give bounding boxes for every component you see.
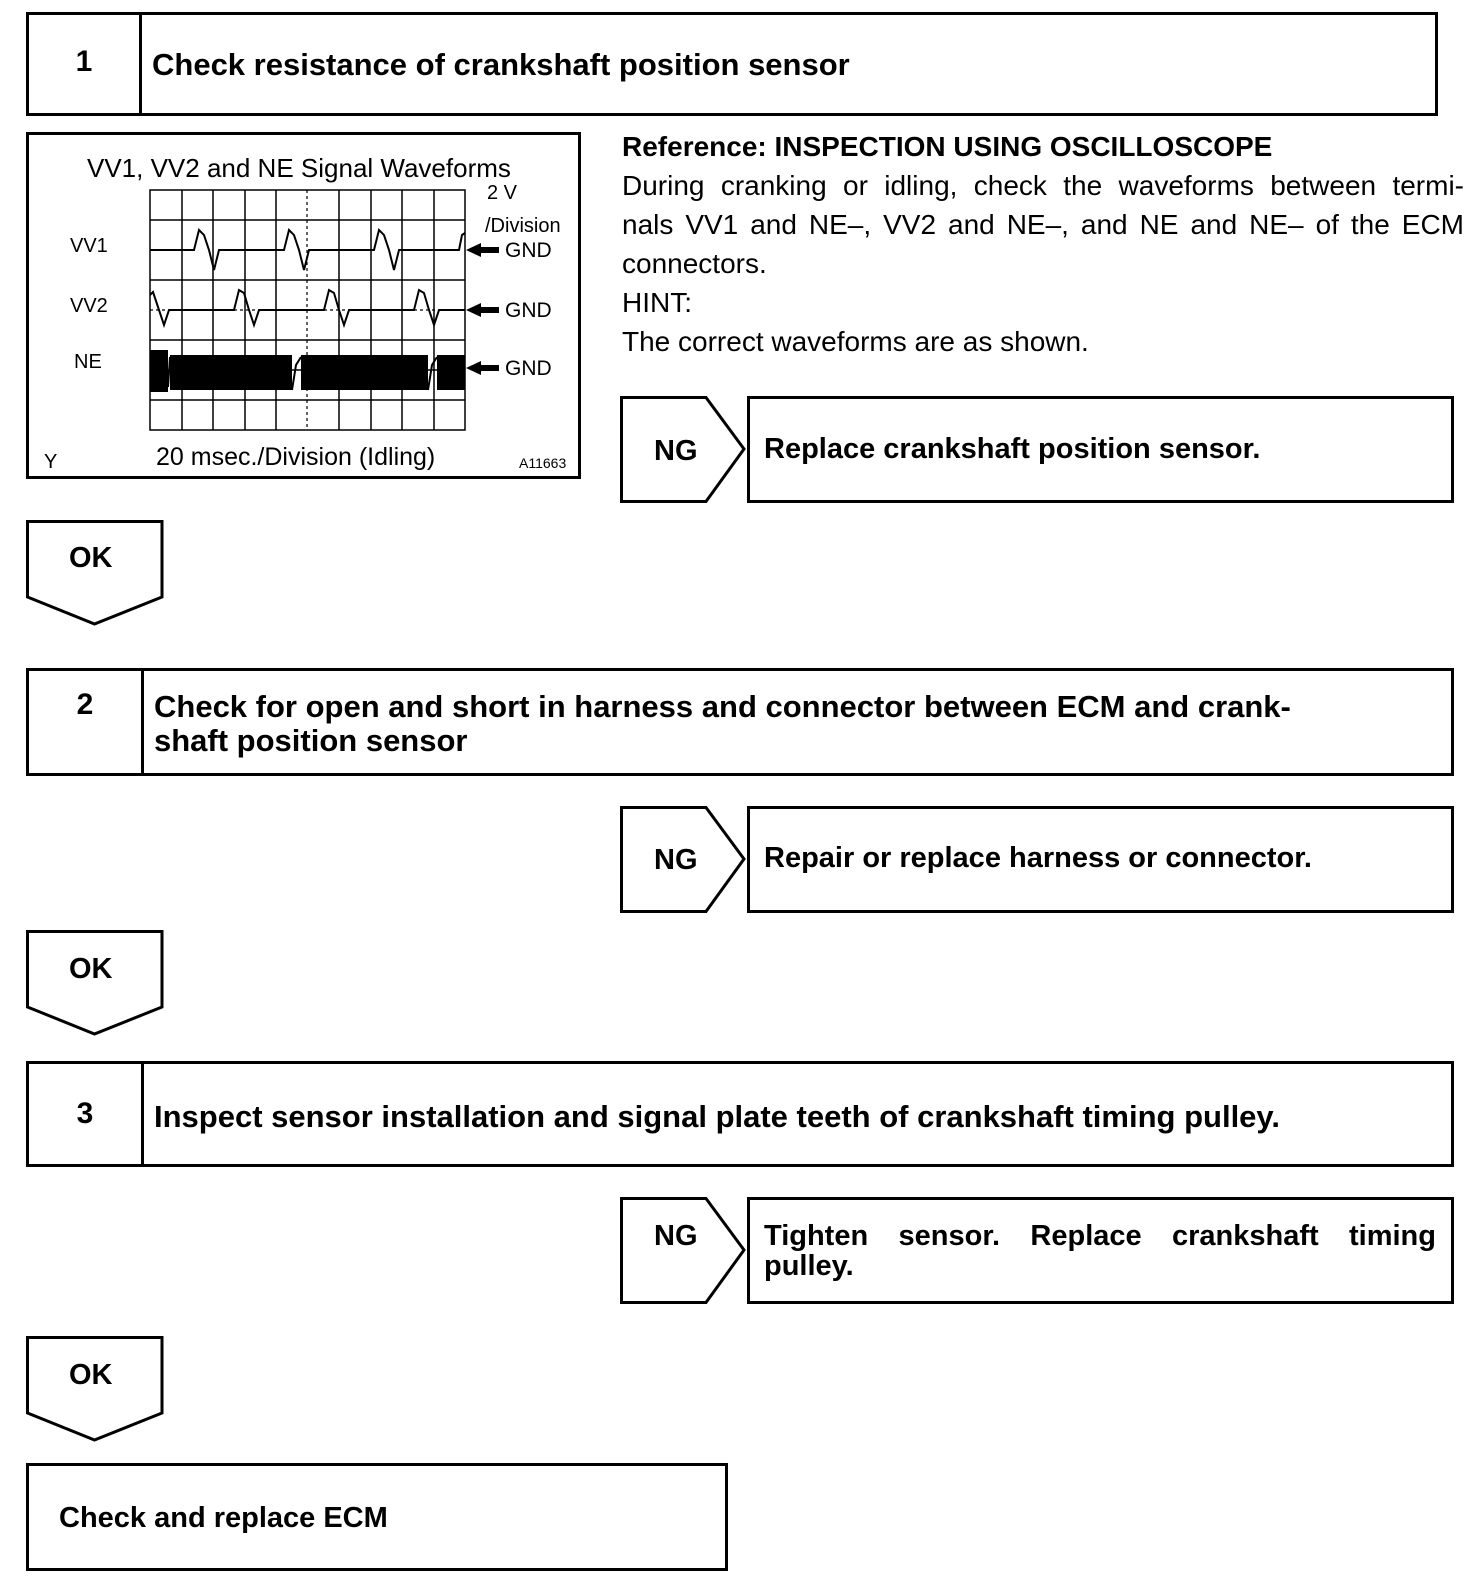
ne-waveform-gap-3 [428, 357, 437, 390]
gnd-label-ne: GND [505, 357, 552, 380]
step-2-title-line-1: Check for open and short in harness and connector between ECM and crank- [154, 689, 1291, 724]
step-3-header [26, 1061, 1454, 1167]
gnd-arrow-vv1 [466, 243, 499, 257]
ne-waveform-band-2 [170, 355, 292, 390]
channel-label-vv1: VV1 [70, 235, 108, 257]
ng-action-3-line-1: Tighten sensor. Replace crankshaft timing [764, 1220, 1436, 1252]
step-1-number: 1 [75, 45, 93, 78]
gnd-label-vv2: GND [505, 299, 552, 322]
ng-label-1: NG [654, 435, 698, 467]
gnd-label-vv1: GND [505, 239, 552, 262]
step-2-title-line-2: shaft position sensor [154, 723, 468, 758]
scale-volts: 2 V [487, 182, 518, 204]
step-divider [139, 15, 142, 113]
reference-text [622, 127, 1464, 361]
ng-label-3: NG [654, 1220, 698, 1252]
ng-action-3-line-2: pulley. [764, 1250, 854, 1282]
time-scale-label: 20 msec./Division (Idling) [156, 443, 436, 471]
step-divider [141, 671, 144, 773]
hint-text: The correct waveforms are as shown. [622, 326, 1089, 357]
channel-label-vv2: VV2 [70, 295, 108, 317]
hint-label: HINT: [622, 287, 692, 318]
step-1-title: Check resistance of crankshaft position sensor [152, 47, 850, 82]
ok-label-2: OK [69, 953, 113, 985]
ng-action-box-2 [747, 806, 1454, 913]
step-divider [141, 1064, 144, 1164]
ne-waveform-band-4 [437, 355, 465, 390]
ng-action-1: Replace crankshaft position sensor. [764, 433, 1261, 465]
ne-waveform-band-3 [301, 355, 428, 390]
ng-label-2: NG [654, 844, 698, 876]
ne-waveform-gap-2 [292, 357, 301, 390]
gnd-arrow-ne [466, 361, 499, 375]
ne-waveform-gap-1 [168, 357, 170, 387]
figure-id: A11663 [519, 455, 567, 471]
vv2-waveform [150, 290, 465, 325]
step-2-header [26, 668, 1454, 776]
step-2-number: 2 [76, 688, 94, 721]
ng-action-2: Repair or replace harness or connector. [764, 842, 1312, 874]
channel-label-ne: NE [74, 351, 102, 373]
figure-title: VV1, VV2 and NE Signal Waveforms [87, 153, 511, 183]
waveform-figure [26, 132, 581, 479]
reference-line-1: During cranking or idling, check the waveforms between termi- [622, 170, 1464, 201]
step-3-title: Inspect sensor installation and signal plate teeth of crankshaft timing pulley. [154, 1099, 1280, 1134]
scale-volts-unit: /Division [485, 215, 561, 237]
ng-action-box-3 [747, 1197, 1454, 1304]
gnd-arrow-vv2 [466, 303, 499, 317]
ne-waveform-band-1 [150, 350, 168, 392]
corner-mark: Y [44, 451, 58, 473]
ng-action-box-1 [747, 396, 1454, 503]
step-3-number: 3 [76, 1097, 94, 1130]
ok-label-1: OK [69, 542, 113, 574]
reference-line-3: connectors. [622, 248, 767, 279]
oscilloscope-grid [29, 135, 578, 476]
final-action: Check and replace ECM [59, 1502, 388, 1534]
final-action-box [26, 1463, 728, 1571]
step-1-header [26, 12, 1438, 116]
reference-title: Reference: INSPECTION USING OSCILLOSCOPE [622, 131, 1273, 162]
reference-line-2: nals VV1 and NE–, VV2 and NE–, and NE and NE– of the ECM [622, 209, 1464, 240]
ok-label-3: OK [69, 1359, 113, 1391]
